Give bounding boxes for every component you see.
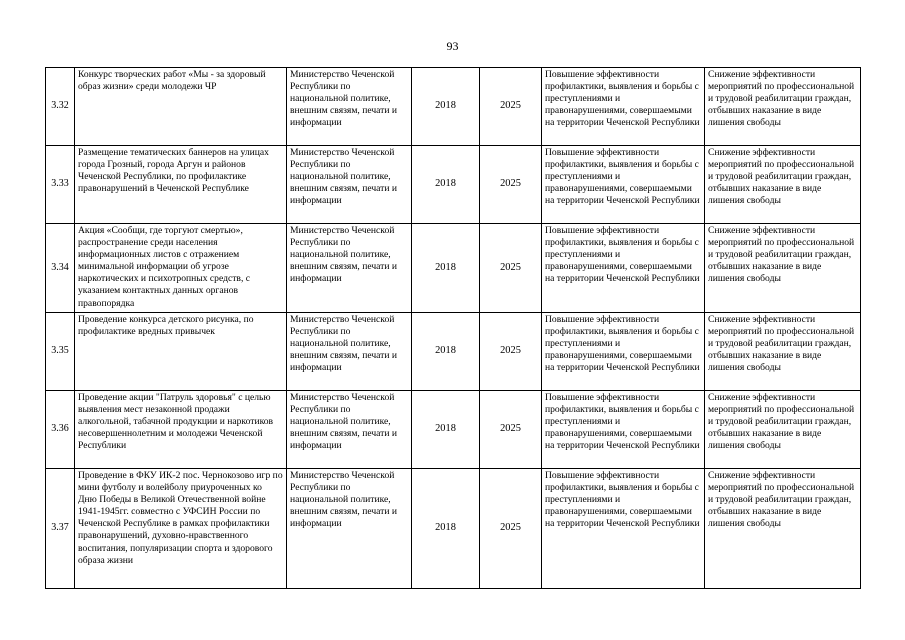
event-text: Размещение тематических баннеров на улицах города Грозный, города Аргун и районов Чеченской Республики, по профилактике правонарушений в Чеченской Республике — [78, 147, 269, 195]
table-row — [46, 313, 861, 391]
event-text: Проведение в ФКУ ИК-2 пос. Чернокозово игр по мини футболу и волейболу приуроченных ко Дню Победы в Великой Отечественной войне 1941-1945гг. совместно с УФСИН России по Чеченской Республике в рамках профилактики правонарушений, духовно-нравственного воспитания, популяризации спорта и здорового образа жизни — [78, 470, 283, 566]
table-row — [46, 146, 861, 224]
row-number: 3.33 — [46, 146, 75, 224]
effect-cell — [705, 68, 861, 146]
event-cell — [75, 146, 287, 224]
effect-cell — [705, 313, 861, 391]
end-year: 2025 — [480, 391, 542, 469]
effect-text: Снижение эффективности мероприятий по профессиональной и трудовой реабилитации граждан, отбывших наказание в виде лишения свободы — [708, 314, 855, 374]
event-text: Конкурс творческих работ «Мы - за здоровый образ жизни» среди молодежи ЧР — [78, 69, 266, 93]
end-year: 2025 — [480, 313, 542, 391]
executor-cell — [287, 469, 412, 589]
event-text: Проведение акции "Патруль здоровья" с целью выявления мест незаконной продажи алкогольной, табачной продукции и наркотиков несовершеннолетним и молодежи Чеченской Республики — [78, 392, 274, 452]
result-cell — [542, 224, 705, 313]
row-number: 3.37 — [46, 469, 75, 589]
page-number: 93 — [446, 39, 459, 53]
executor-text: Министерство Чеченской Республики по национальной политике, внешним связям, печати и информации — [290, 147, 398, 207]
table-row — [46, 469, 861, 589]
effect-text: Снижение эффективности мероприятий по профессиональной и трудовой реабилитации граждан, отбывших наказание в виде лишения свободы — [708, 225, 855, 285]
executor-cell — [287, 146, 412, 224]
start-year: 2018 — [412, 224, 480, 313]
effect-cell — [705, 146, 861, 224]
effect-text: Снижение эффективности мероприятий по профессиональной и трудовой реабилитации граждан, отбывших наказание в виде лишения свободы — [708, 147, 855, 207]
effect-cell — [705, 391, 861, 469]
result-cell — [542, 469, 705, 589]
executor-cell — [287, 313, 412, 391]
result-cell — [542, 391, 705, 469]
event-cell — [75, 469, 287, 589]
effect-text: Снижение эффективности мероприятий по профессиональной и трудовой реабилитации граждан, отбывших наказание в виде лишения свободы — [708, 470, 855, 530]
table-row — [46, 391, 861, 469]
event-text: Акция «Сообщи, где торгуют смертью», распространение среди населения информационных листов с отражением минимальной информации об угрозе наркотических и психотропных средств, с указанием контактных данных органов правопорядка — [78, 225, 251, 309]
result-cell — [542, 313, 705, 391]
row-number: 3.34 — [46, 224, 75, 313]
event-cell — [75, 313, 287, 391]
end-year: 2025 — [480, 68, 542, 146]
result-cell — [542, 146, 705, 224]
result-text: Повышение эффективности профилактики, выявления и борьбы с преступлениями и правонарушениями, совершаемыми на территории Чеченской Республики — [545, 225, 700, 285]
result-text: Повышение эффективности профилактики, выявления и борьбы с преступлениями и правонарушениями, совершаемыми на территории Чеченской Республики — [545, 314, 700, 374]
event-cell — [75, 224, 287, 313]
result-text: Повышение эффективности профилактики, выявления и борьбы с преступлениями и правонарушениями, совершаемыми на территории Чеченской Республики — [545, 470, 700, 530]
effect-text: Снижение эффективности мероприятий по профессиональной и трудовой реабилитации граждан, отбывших наказание в виде лишения свободы — [708, 392, 855, 452]
result-text: Повышение эффективности профилактики, выявления и борьбы с преступлениями и правонарушениями, совершаемыми на территории Чеченской Республики — [545, 147, 700, 207]
row-number: 3.36 — [46, 391, 75, 469]
start-year: 2018 — [412, 469, 480, 589]
executor-text: Министерство Чеченской Республики по национальной политике, внешним связям, печати и информации — [290, 225, 398, 285]
effect-text: Снижение эффективности мероприятий по профессиональной и трудовой реабилитации граждан, отбывших наказание в виде лишения свободы — [708, 69, 855, 129]
executor-cell — [287, 68, 412, 146]
table-row — [46, 68, 861, 146]
start-year: 2018 — [412, 391, 480, 469]
executor-cell — [287, 224, 412, 313]
start-year: 2018 — [412, 313, 480, 391]
row-number: 3.35 — [46, 313, 75, 391]
end-year: 2025 — [480, 469, 542, 589]
end-year: 2025 — [480, 224, 542, 313]
start-year: 2018 — [412, 68, 480, 146]
event-cell — [75, 68, 287, 146]
measures-table — [45, 67, 861, 589]
effect-cell — [705, 469, 861, 589]
end-year: 2025 — [480, 146, 542, 224]
executor-cell — [287, 391, 412, 469]
executor-text: Министерство Чеченской Республики по национальной политике, внешним связям, печати и информации — [290, 69, 398, 129]
row-number: 3.32 — [46, 68, 75, 146]
executor-text: Министерство Чеченской Республики по национальной политике, внешним связям, печати и информации — [290, 314, 398, 374]
result-text: Повышение эффективности профилактики, выявления и борьбы с преступлениями и правонарушениями, совершаемыми на территории Чеченской Республики — [545, 392, 700, 452]
event-text: Проведение конкурса детского рисунка, по профилактике вредных привычек — [78, 314, 254, 338]
executor-text: Министерство Чеченской Республики по национальной политике, внешним связям, печати и информации — [290, 470, 398, 530]
result-text: Повышение эффективности профилактики, выявления и борьбы с преступлениями и правонарушениями, совершаемыми на территории Чеченской Республики — [545, 69, 700, 129]
result-cell — [542, 68, 705, 146]
event-cell — [75, 391, 287, 469]
executor-text: Министерство Чеченской Республики по национальной политике, внешним связям, печати и информации — [290, 392, 398, 452]
effect-cell — [705, 224, 861, 313]
table-row — [46, 224, 861, 313]
start-year: 2018 — [412, 146, 480, 224]
